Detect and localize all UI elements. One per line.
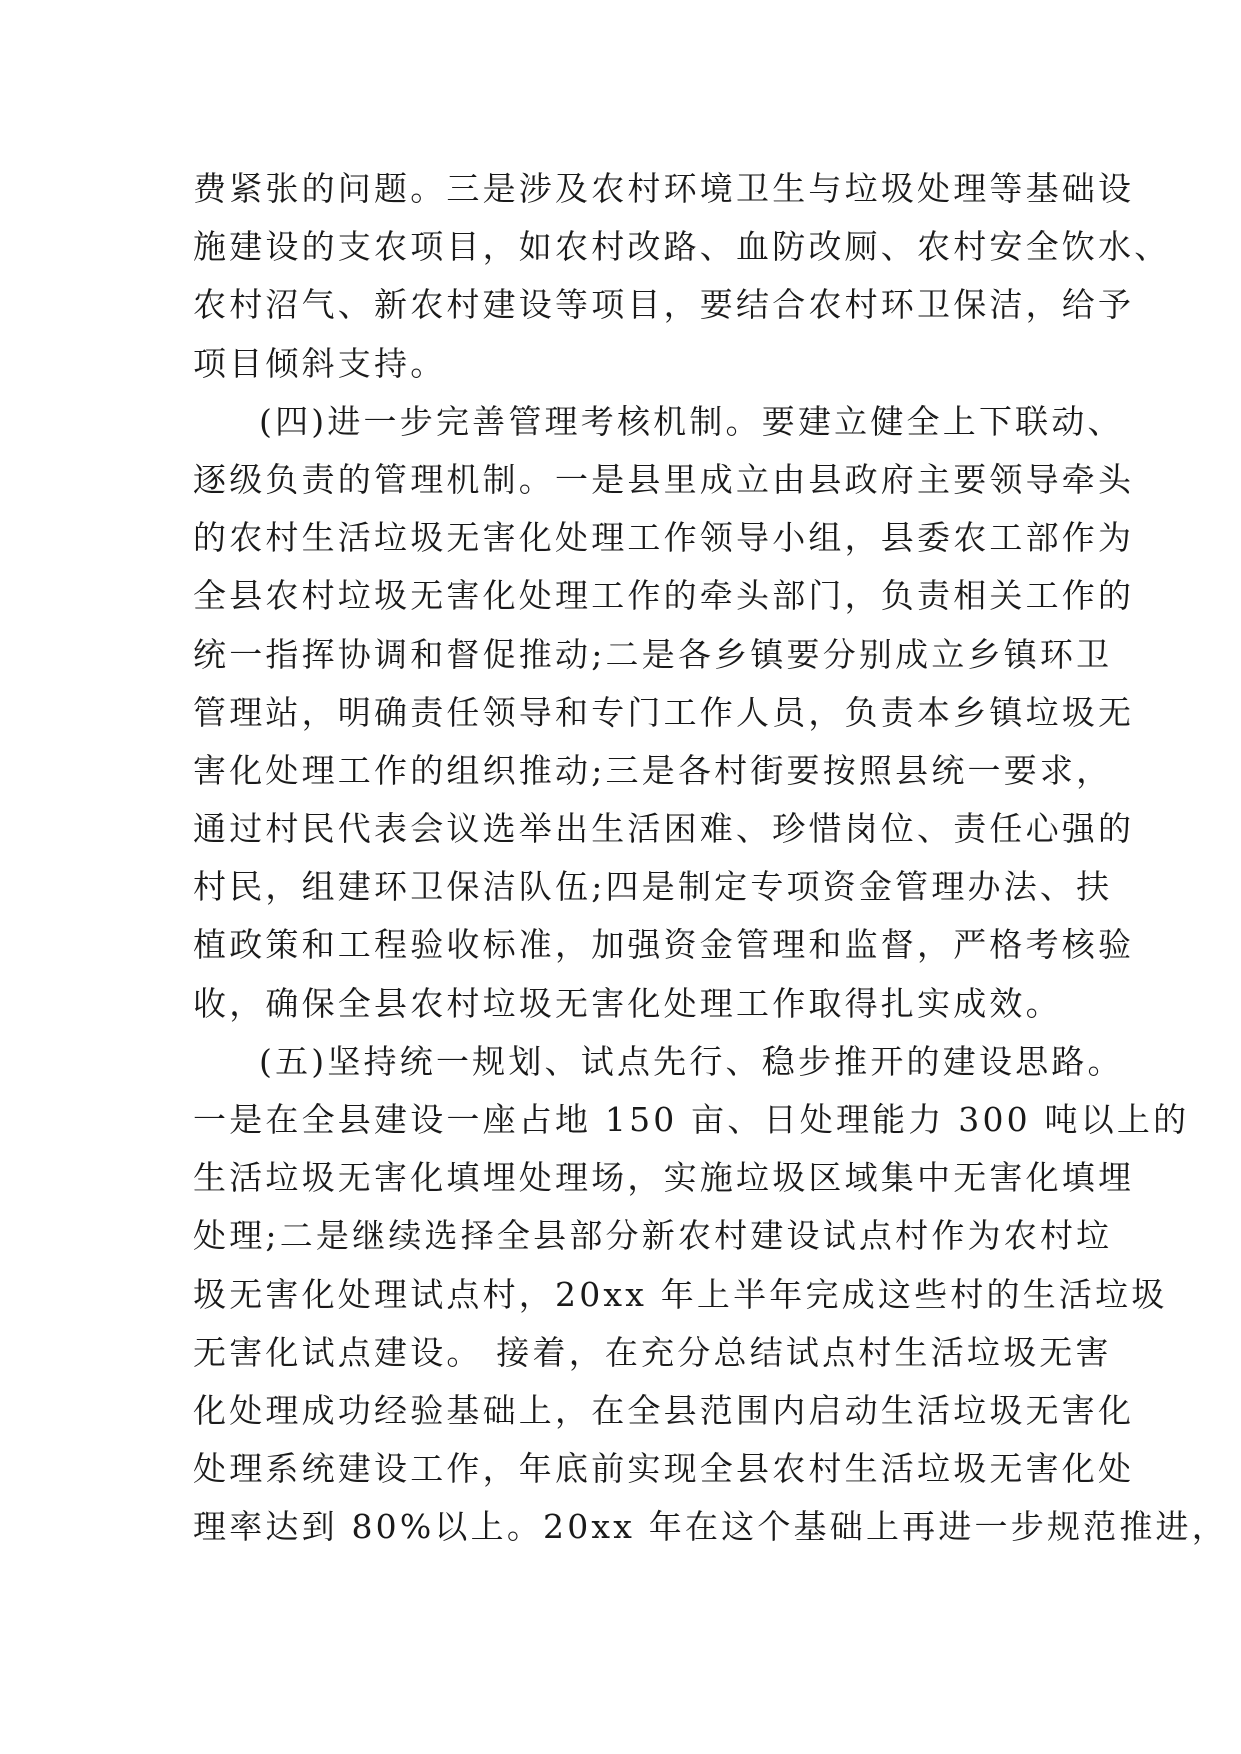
- text-line: 一是在全县建设一座占地 150 亩、日处理能力 300 吨以上的: [193, 1100, 1190, 1139]
- text-line: 理率达到 80%以上。20xx 年在这个基础上再进一步规范推进，: [193, 1507, 1228, 1547]
- text-line: 收，确保全县农村垃圾无害化处理工作取得扎实成效。: [193, 983, 1062, 1023]
- text-line: 农村沼气、新农村建设等项目，要结合农村环卫保洁，给予: [193, 285, 1135, 325]
- text-line: 处理;二是继续选择全县部分新农村建设试点村作为农村垃: [193, 1216, 1113, 1256]
- text-line: 植政策和工程验收标准，加强资金管理和监督，严格考核验: [193, 925, 1135, 965]
- text-line: 害化处理工作的组织推动;三是各村街要按照县统一要求，: [193, 750, 1113, 790]
- text-line: 管理站，明确责任领导和专门工作人员，负责本乡镇垃圾无: [193, 692, 1135, 732]
- text-line: 项目倾斜支持。: [193, 343, 447, 383]
- text-line: 无害化试点建设。 接着，在充分总结试点村生活垃圾无害: [193, 1332, 1112, 1372]
- document-body: [193, 160, 1228, 1557]
- text-line: 逐级负责的管理机制。一是县里成立由县政府主要领导牵头: [193, 459, 1135, 499]
- text-line: 村民，组建环卫保洁队伍;四是制定专项资金管理办法、扶: [193, 867, 1113, 907]
- text-line: (四)进一步完善管理考核机制。要建立健全上下联动、: [259, 401, 1124, 441]
- text-line: (五)坚持统一规划、试点先行、稳步推开的建设思路。: [259, 1041, 1124, 1081]
- text-line: 圾无害化处理试点村，20xx 年上半年完成这些村的生活垃圾: [193, 1274, 1168, 1314]
- text-line: 施建设的支农项目，如农村改路、血防改厕、农村安全饮水、: [193, 227, 1171, 267]
- text-line: 通过村民代表会议选举出生活困难、珍惜岗位、责任心强的: [193, 809, 1135, 849]
- text-line: 全县农村垃圾无害化处理工作的牵头部门，负责相关工作的: [193, 576, 1135, 616]
- text-line: 生活垃圾无害化填埋处理场，实施垃圾区域集中无害化填埋: [193, 1158, 1135, 1198]
- text-line: 的农村生活垃圾无害化处理工作领导小组，县委农工部作为: [193, 518, 1135, 558]
- text-line: 费紧张的问题。三是涉及农村环境卫生与垃圾处理等基础设: [193, 169, 1135, 208]
- text-line: 化处理成功经验基础上，在全县范围内启动生活垃圾无害化: [193, 1390, 1135, 1430]
- text-line: 处理系统建设工作，年底前实现全县农村生活垃圾无害化处: [193, 1449, 1135, 1489]
- text-line: 统一指挥协调和督促推动;二是各乡镇要分别成立乡镇环卫: [193, 634, 1113, 674]
